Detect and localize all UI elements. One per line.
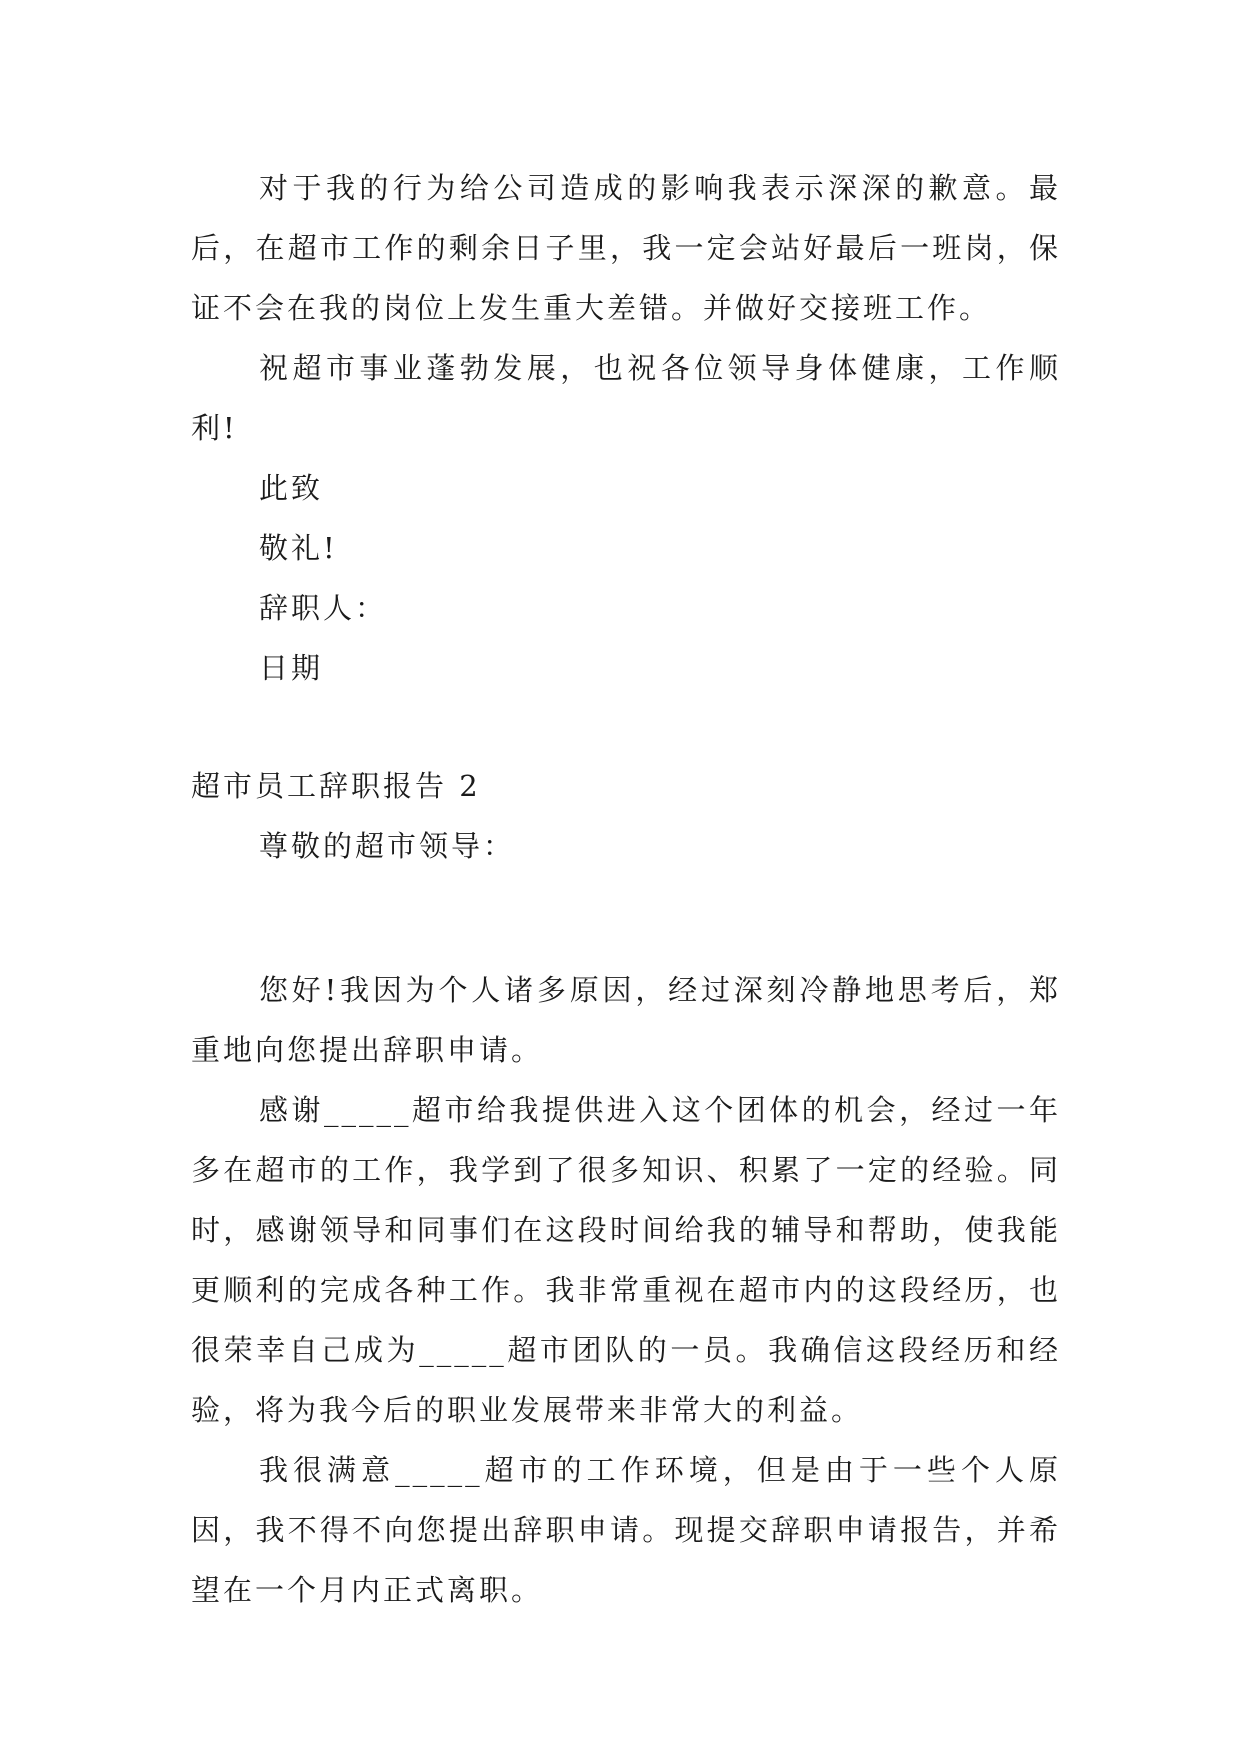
greeting-paragraph: 您好!我因为个人诸多原因，经过深刻冷静地思考后，郑重地向您提出辞职申请。: [191, 973, 1061, 1067]
wishes-paragraph: 祝超市事业蓬勃发展，也祝各位领导身体健康，工作顺利!: [191, 351, 1061, 445]
signature-line: 辞职人：: [259, 591, 388, 625]
thanks-paragraph: 感谢_____超市给我提供进入这个团体的机会，经过一年多在超市的工作，我学到了很多知识、积累了一定的经验。同时，感谢领导和同事们在这段时间给我的辅导和帮助，使我能更顺利的完成各种工作。我非常重视在超市内的这段经历，也很荣幸自己成为_____超市团队的一员。我确信这段经历和经验，将为我今后的职业发展带来非常大的利益。: [191, 1093, 1061, 1427]
apology-paragraph: 对于我的行为给公司造成的影响我表示深深的歉意。最后，在超市工作的剩余日子里，我一定会站好最后一班岗，保证不会在我的岗位上发生重大差错。并做好交接班工作。: [191, 171, 1061, 325]
resignation-paragraph: 我很满意_____超市的工作环境，但是由于一些个人原因，我不得不向您提出辞职申请。现提交辞职申请报告，并希望在一个月内正式离职。: [191, 1453, 1061, 1607]
closing-line-2: 敬礼!: [259, 531, 338, 565]
date-line: 日期: [259, 651, 324, 685]
salutation-spacer: [191, 876, 1061, 960]
section-title: 超市员工辞职报告 2: [191, 769, 481, 803]
closing-line-1: 此致: [259, 471, 324, 505]
section-spacer: [191, 698, 1061, 756]
document-body: [191, 158, 1061, 1620]
salutation-line: 尊敬的超市领导：: [259, 829, 516, 863]
